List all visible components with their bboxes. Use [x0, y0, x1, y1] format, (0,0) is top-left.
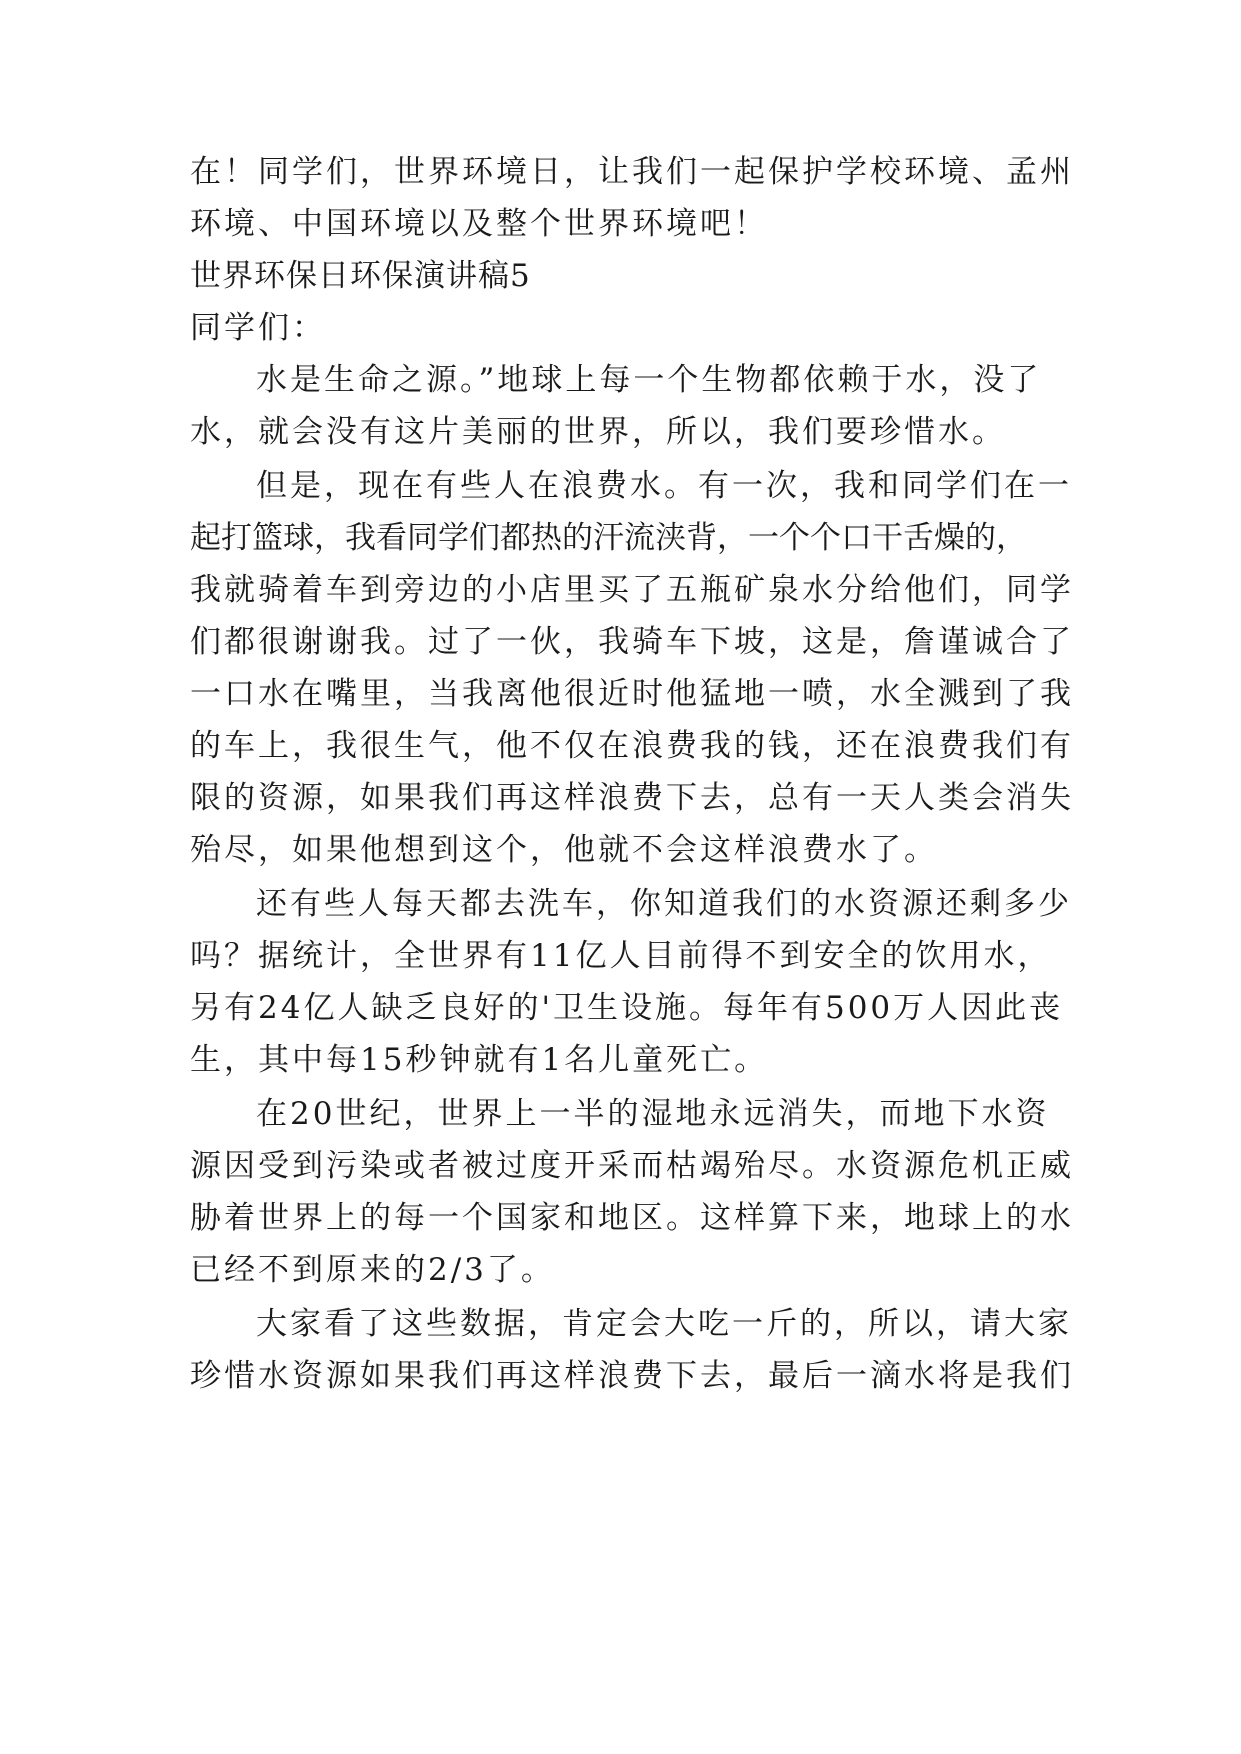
section-title: 世界环保日环保演讲稿5: [190, 258, 531, 294]
body-text-line: 环境、中国环境以及整个世界环境吧！: [190, 206, 768, 242]
body-text-line: 起打篮球，我看同学们都热的汗流浃背，一个个口干舌燥的，: [190, 520, 1027, 556]
body-text-line: 水，就会没有这片美丽的世界，所以，我们要珍惜水。: [190, 414, 1006, 450]
paragraph-first-line: 还有些人每天都去洗车，你知道我们的水资源还剩多少: [256, 886, 1072, 922]
body-text-line: 一口水在嘴里，当我离他很近时他猛地一喷，水全溅到了我: [190, 676, 1074, 712]
paragraph-first-line: 大家看了这些数据，肯定会大吃一斤的，所以，请大家: [256, 1306, 1072, 1342]
paragraph-first-line: 但是，现在有些人在浪费水。有一次，我和同学们在一: [256, 468, 1072, 504]
body-text-line: 胁着世界上的每一个国家和地区。这样算下来，地球上的水: [190, 1200, 1074, 1236]
body-text-line: 珍惜水资源如果我们再这样浪费下去，最后一滴水将是我们: [190, 1358, 1074, 1394]
body-text-line: 我就骑着车到旁边的小店里买了五瓶矿泉水分给他们，同学: [190, 572, 1074, 608]
body-text-line: 另有24亿人缺乏良好的'卫生设施。每年有500万人因此丧: [190, 990, 1064, 1026]
body-text-line: 殆尽，如果他想到这个，他就不会这样浪费水了。: [190, 832, 938, 868]
body-text-line: 吗？据统计，全世界有11亿人目前得不到安全的饮用水，: [190, 938, 1052, 974]
body-text-line: 们都很谢谢我。过了一伙，我骑车下坡，这是，詹谨诚合了: [190, 624, 1074, 660]
body-text-line: 已经不到原来的2/3了。: [190, 1252, 555, 1288]
body-text-line: 生，其中每15秒钟就有1名儿童死亡。: [190, 1042, 769, 1078]
salutation: 同学们：: [190, 310, 326, 346]
body-text-line: 限的资源，如果我们再这样浪费下去，总有一天人类会消失: [190, 780, 1074, 816]
paragraph-first-line: 水是生命之源。”地球上每一个生物都依赖于水，没了: [256, 362, 1042, 398]
body-text-line: 源因受到污染或者被过度开采而枯竭殆尽。水资源危机正威: [190, 1148, 1074, 1184]
body-text-line: 的车上，我很生气，他不仅在浪费我的钱，还在浪费我们有: [190, 728, 1074, 764]
paragraph-first-line: 在20世纪，世界上一半的湿地永远消失，而地下水资: [256, 1096, 1050, 1132]
body-text-line: 在！同学们，世界环境日，让我们一起保护学校环境、孟州: [190, 154, 1074, 190]
